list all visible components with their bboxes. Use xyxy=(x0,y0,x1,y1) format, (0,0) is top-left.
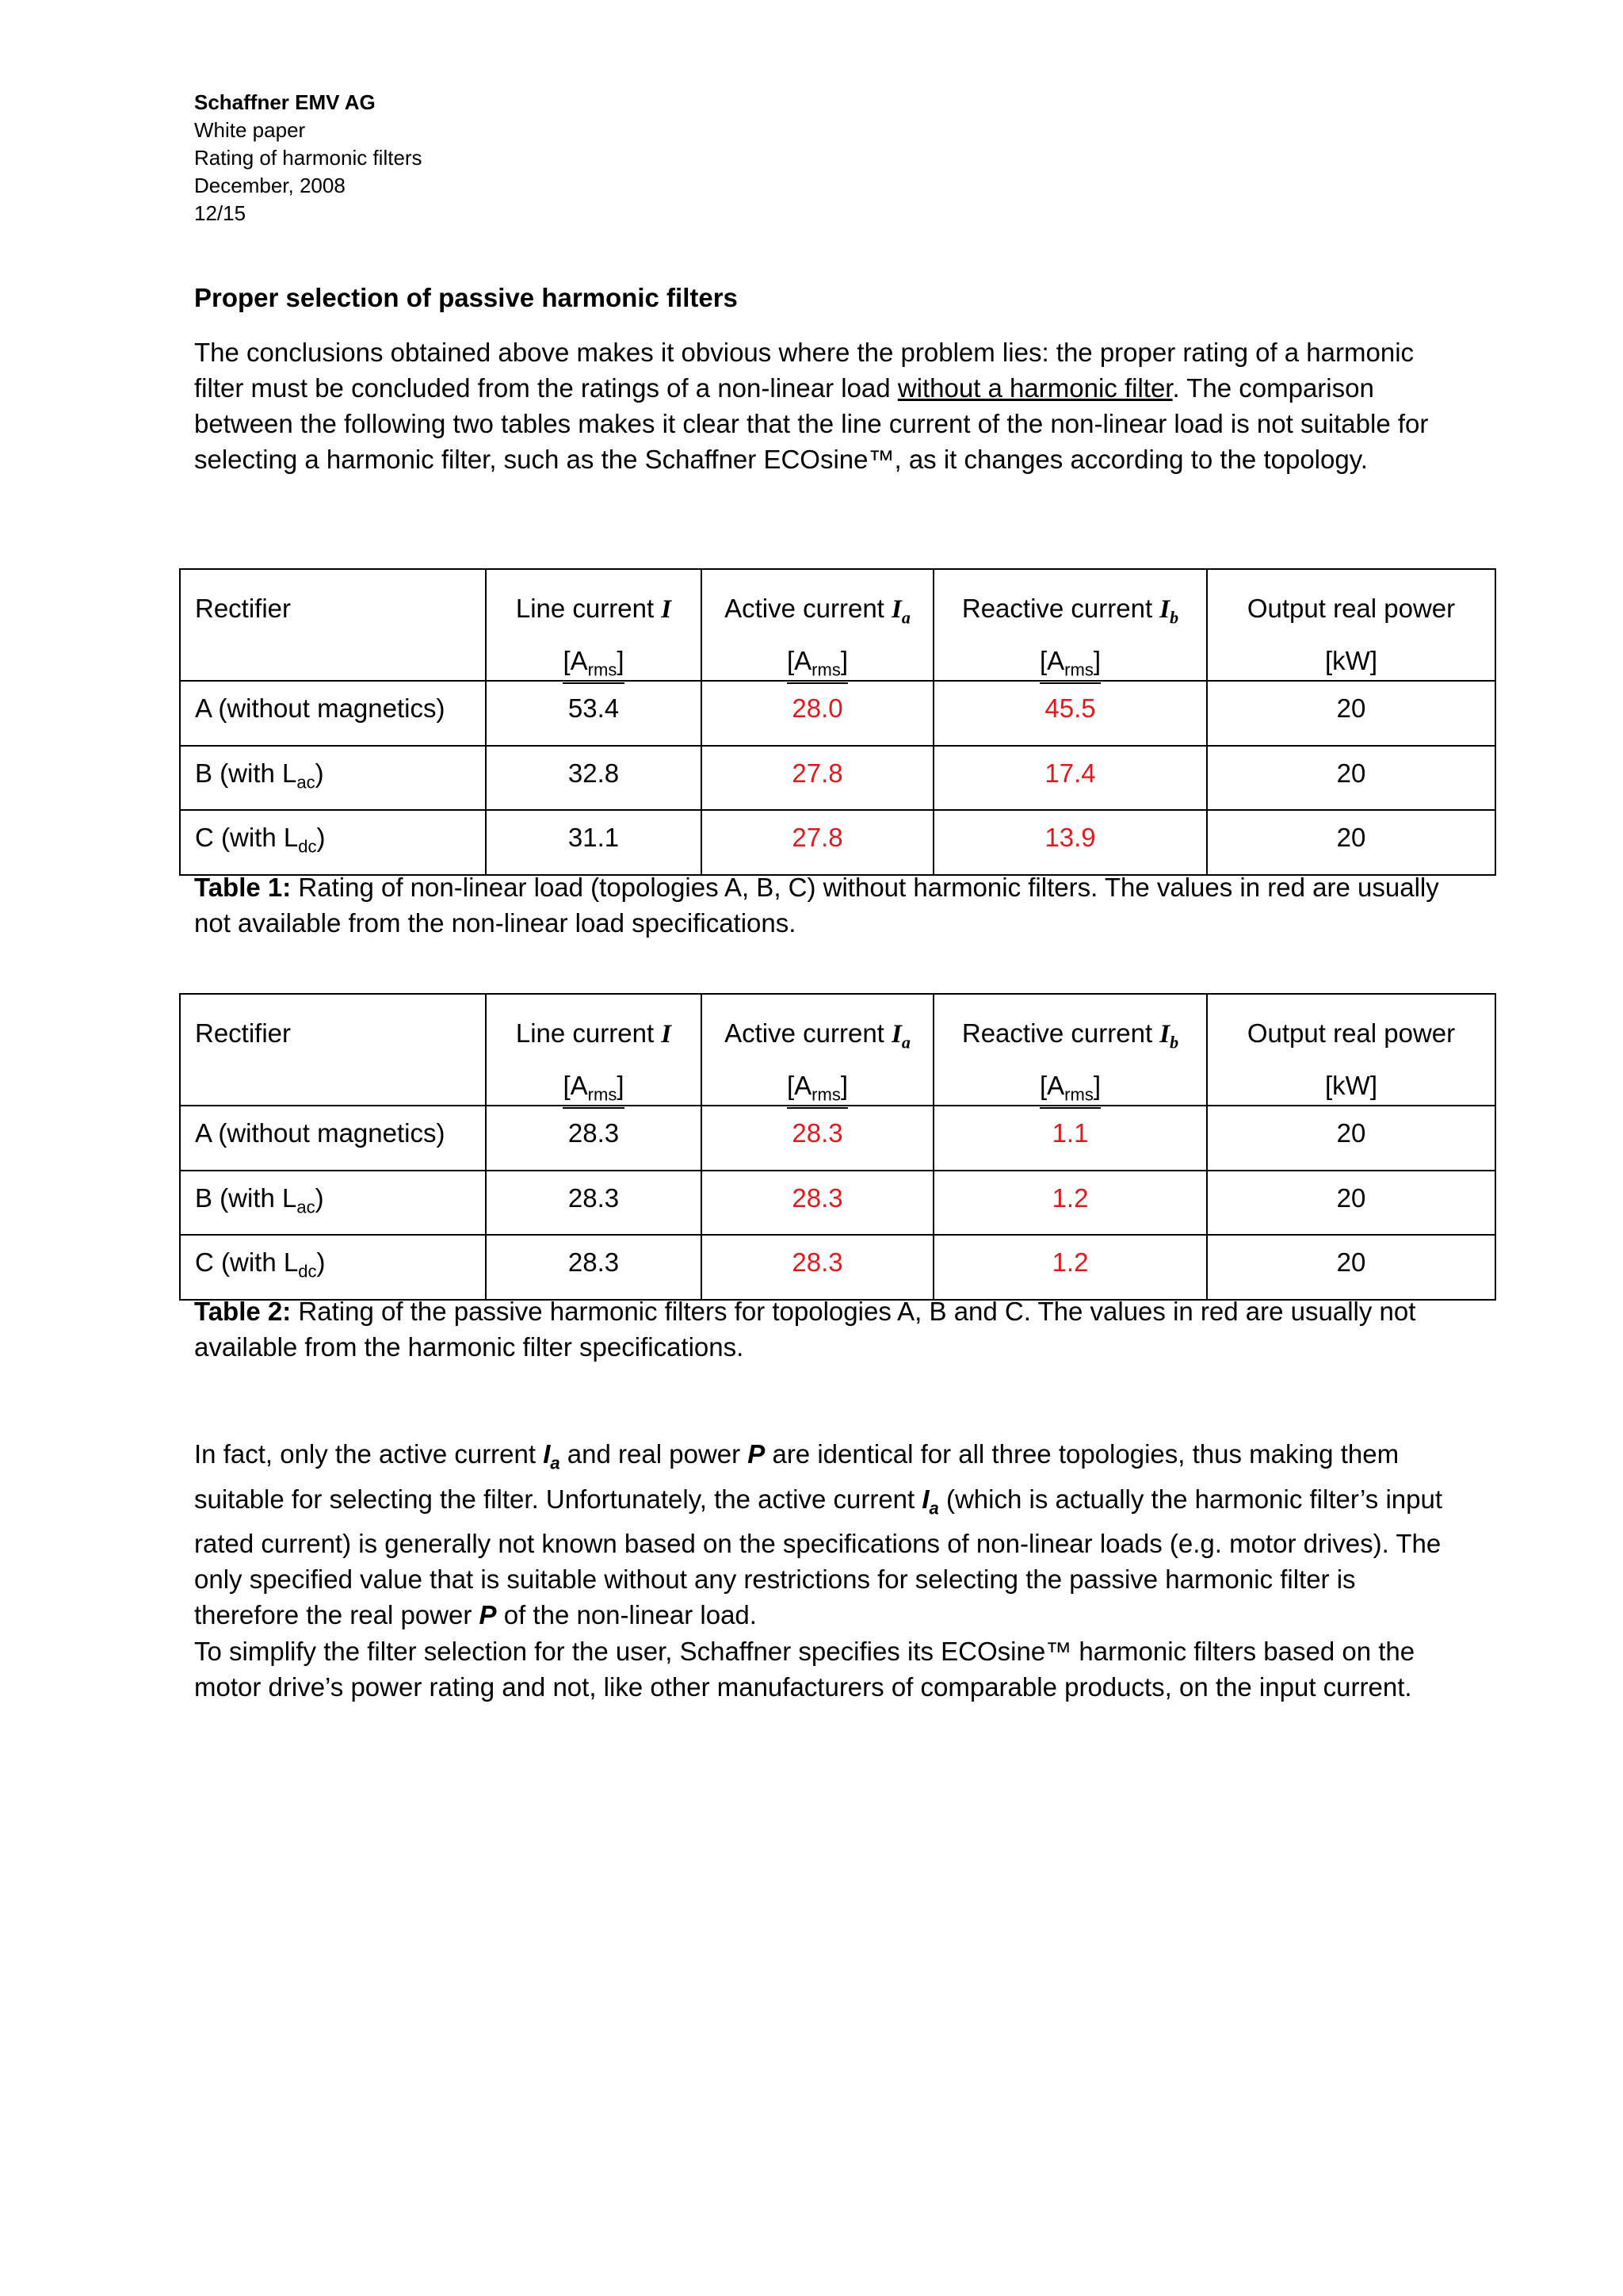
table-row xyxy=(180,810,1495,875)
intro-paragraph xyxy=(194,334,1462,477)
section-title: Proper selection of passive harmonic filters xyxy=(194,283,738,312)
table-row xyxy=(180,681,1495,746)
header-output-power: Output real power [kW] xyxy=(1207,994,1495,1106)
row-label: A (without magnetics) xyxy=(180,681,486,746)
header-reactive-current: Reactive current $I_b$ $[A_{rms}]$ xyxy=(934,569,1207,681)
line-current-value: 32.8 xyxy=(486,746,701,811)
page-number: 12/15 xyxy=(194,201,246,225)
document-title: Rating of harmonic filters xyxy=(194,146,422,170)
table-row xyxy=(180,1171,1495,1236)
table-header-row xyxy=(180,994,1495,1106)
reactive-current-value: 45.5 xyxy=(934,681,1207,746)
output-power-value: 20 xyxy=(1207,810,1495,875)
table-1-caption: Table 1: Rating of non-linear load (topologies A, B, C) without harmonic filters. The values in red are usually not available from the non-linear load specifications. xyxy=(194,873,1439,938)
active-current-value: 27.8 xyxy=(701,810,934,875)
line-current-value: 31.1 xyxy=(486,810,701,875)
document-header xyxy=(194,89,422,227)
row-label: C (with $L_{dc}$) xyxy=(180,810,486,875)
intro-text-1: The conclusions obtained above makes it obvious where the problem lies: the proper rating of a harmonic filter must be concluded from the ratings of a non-linear load xyxy=(194,338,1415,403)
active-current-value: 28.3 xyxy=(701,1171,934,1236)
active-current-value: 28.3 xyxy=(701,1106,934,1171)
header-line-current: Line current I $[A_{rms}]$ xyxy=(486,994,701,1106)
document-type: White paper xyxy=(194,118,306,142)
row-label: B (with $L_{ac}$) xyxy=(180,1171,486,1236)
line-current-value: 28.3 xyxy=(486,1171,701,1236)
active-current-value: 27.8 xyxy=(701,746,934,811)
line-current-value: 28.3 xyxy=(486,1235,701,1300)
output-power-value: 20 xyxy=(1207,681,1495,746)
table-header-row xyxy=(180,569,1495,681)
document-date: December, 2008 xyxy=(194,174,346,197)
table-row xyxy=(180,1106,1495,1171)
reactive-current-value: 13.9 xyxy=(934,810,1207,875)
paragraph-active-current: In fact, only the active current $I_a$ and real power P are identical for all three topologies, thus making them suitable for selecting the filter. Unfortunately, the active current $I_a$ (which is actually the harmonic filter’s input rated current) is generally not known based on the specifications of non-linear loads (e.g. motor drives). The only specified value that is suitable without any restrictions for selecting the passive harmonic filter is therefore the real power P of the non-linear load. xyxy=(194,1439,1443,1630)
company-name: Schaffner EMV AG xyxy=(194,90,376,114)
active-current-value: 28.3 xyxy=(701,1235,934,1300)
header-active-current: Active current $I_a$ $[A_{rms}]$ xyxy=(701,569,934,681)
reactive-current-value: 1.2 xyxy=(934,1235,1207,1300)
header-active-current: Active current $I_a$ $[A_{rms}]$ xyxy=(701,994,934,1106)
table-2 xyxy=(179,993,1496,1301)
output-power-value: 20 xyxy=(1207,1106,1495,1171)
line-current-value: 53.4 xyxy=(486,681,701,746)
intro-underlined: without a harmonic filter xyxy=(897,373,1173,403)
output-power-value: 20 xyxy=(1207,746,1495,811)
header-reactive-current: Reactive current $I_b$ $[A_{rms}]$ xyxy=(934,994,1207,1106)
header-rectifier: Rectifier xyxy=(180,994,486,1106)
row-label: B (with $L_{ac}$) xyxy=(180,746,486,811)
reactive-current-value: 1.1 xyxy=(934,1106,1207,1171)
output-power-value: 20 xyxy=(1207,1235,1495,1300)
table-row xyxy=(180,746,1495,811)
line-current-value: 28.3 xyxy=(486,1106,701,1171)
active-current-value: 28.0 xyxy=(701,681,934,746)
reactive-current-value: 1.2 xyxy=(934,1171,1207,1236)
intro-text-2: . The comparison between the following two tables makes it clear that the line current of the non-linear load is not suitable for selecting a harmonic filter, such as the Schaffner ECOsine™, as it changes according to the topology. xyxy=(194,373,1429,474)
header-output-power: Output real power [kW] xyxy=(1207,569,1495,681)
table-row xyxy=(180,1235,1495,1300)
paragraph-filter-selection: To simplify the filter selection for the user, Schaffner specifies its ECOsine™ harmonic filters based on the motor drive’s power rating and not, like other manufacturers of comparable products, on the input current. xyxy=(194,1637,1415,1702)
table-2-caption: Table 2: Rating of the passive harmonic filters for topologies A, B and C. The values in red are usually not available from the harmonic filter specifications. xyxy=(194,1297,1416,1362)
row-label: C (with $L_{dc}$) xyxy=(180,1235,486,1300)
header-line-current: Line current I $[A_{rms}]$ xyxy=(486,569,701,681)
output-power-value: 20 xyxy=(1207,1171,1495,1236)
table-1 xyxy=(179,568,1496,876)
header-rectifier: Rectifier xyxy=(180,569,486,681)
row-label: A (without magnetics) xyxy=(180,1106,486,1171)
reactive-current-value: 17.4 xyxy=(934,746,1207,811)
